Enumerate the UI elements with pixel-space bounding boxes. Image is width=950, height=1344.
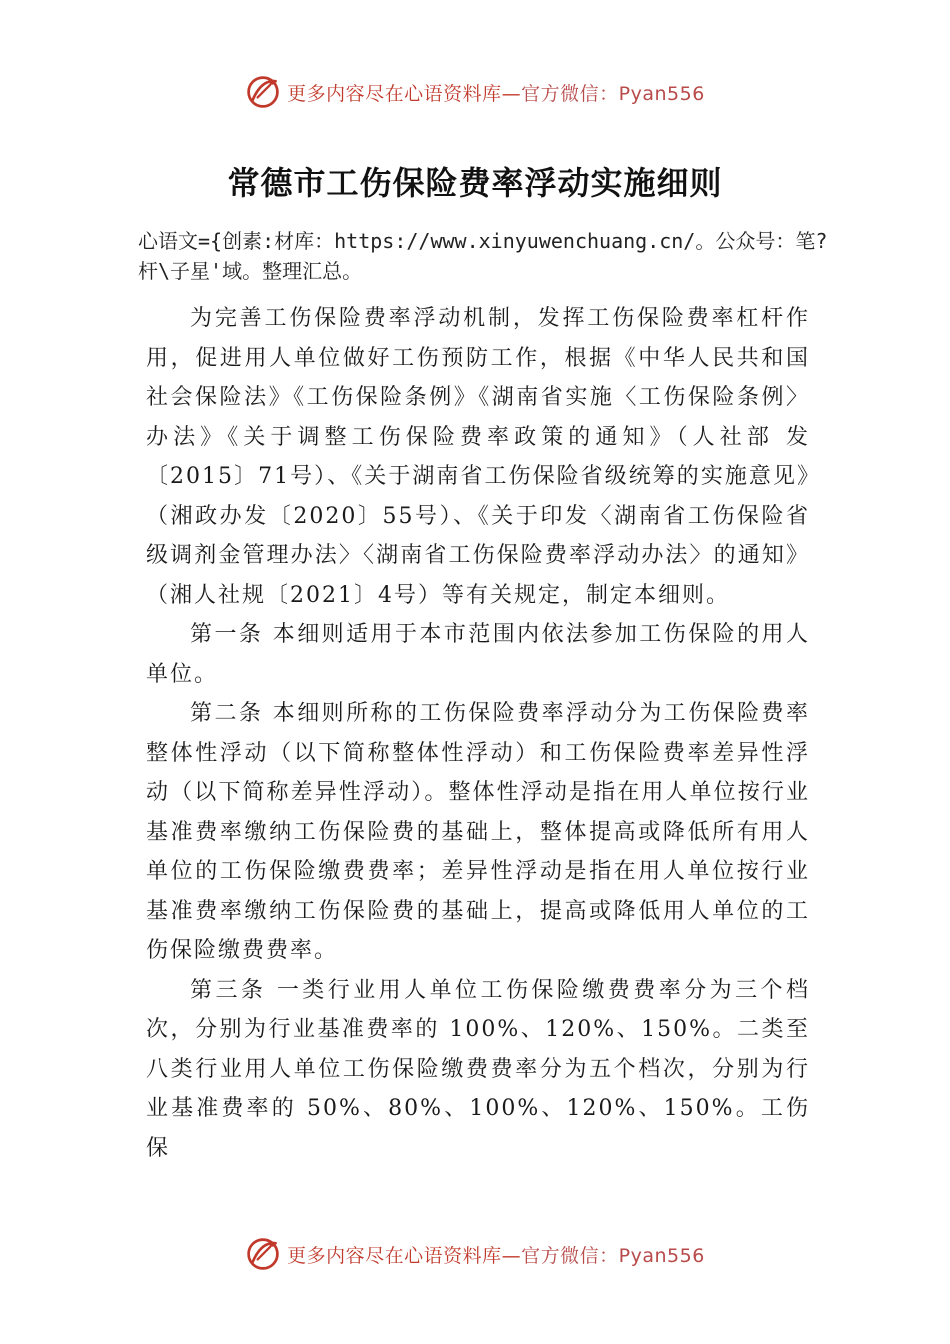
- source-note: 心语文={创素:材库：https://www.xinyuwenchuang.cn/。公众号：笔?杆\子星'域。整理汇总。: [138, 229, 828, 283]
- paragraph-preamble: 为完善工伤保险费率浮动机制，发挥工伤保险费率杠杆作用，促进用人单位做好工伤预防工作，根据《中华人民共和国社会保险法》《工伤保险条例》《湖南省实施〈工伤保险条例〉办法》《关于调整工伤保险费率政策的通知》（人社部 发〔2015〕71号）、《关于湖南省工伤保险省级统筹的实施意见》（湘政办发〔2020〕55号）、《关于印发〈湖南省工伤保险省级调剂金管理办法〉〈湖南省工伤保险费率浮动办法〉的通知》（湘人社规〔2021〕4号）等有关规定，制定本细则。: [146, 306, 810, 608]
- banner-text: 更多内容尽在心语资料库—官方微信：Pyan556: [287, 1244, 705, 1267]
- footer-banner: [0, 1232, 950, 1276]
- logo-icon: [245, 1236, 281, 1272]
- header-banner: [0, 70, 950, 114]
- paragraph-article-1: 第一条 本细则适用于本市范围内依法参加工伤保险的用人单位。: [146, 622, 810, 687]
- document-title: 常德市工伤保险费率浮动实施细则: [227, 164, 723, 202]
- banner-text: 更多内容尽在心语资料库—官方微信：Pyan556: [287, 82, 705, 105]
- document-body: [146, 299, 810, 1168]
- logo-icon: [245, 74, 281, 110]
- paragraph-article-3: 第三条 一类行业用人单位工伤保险缴费费率分为三个档次，分别为行业基准费率的 100%、120%、150%。二类至八类行业用人单位工伤保险缴费费率分为五个档次，分别为行业基准费率的 50%、80%、100%、120%、150%。工伤保: [146, 977, 810, 1161]
- paragraph-article-2: 第二条 本细则所称的工伤保险费率浮动分为工伤保险费率整体性浮动（以下简称整体性浮动）和工伤保险费率差异性浮动（以下简称差异性浮动）。整体性浮动是指在用人单位按行业基准费率缴纳工伤保险费的基础上，整体提高或降低所有用人单位的工伤保险缴费费率；差异性浮动是指在用人单位按行业基准费率缴纳工伤保险费的基础上，提高或降低用人单位的工伤保险缴费费率。: [146, 701, 810, 963]
